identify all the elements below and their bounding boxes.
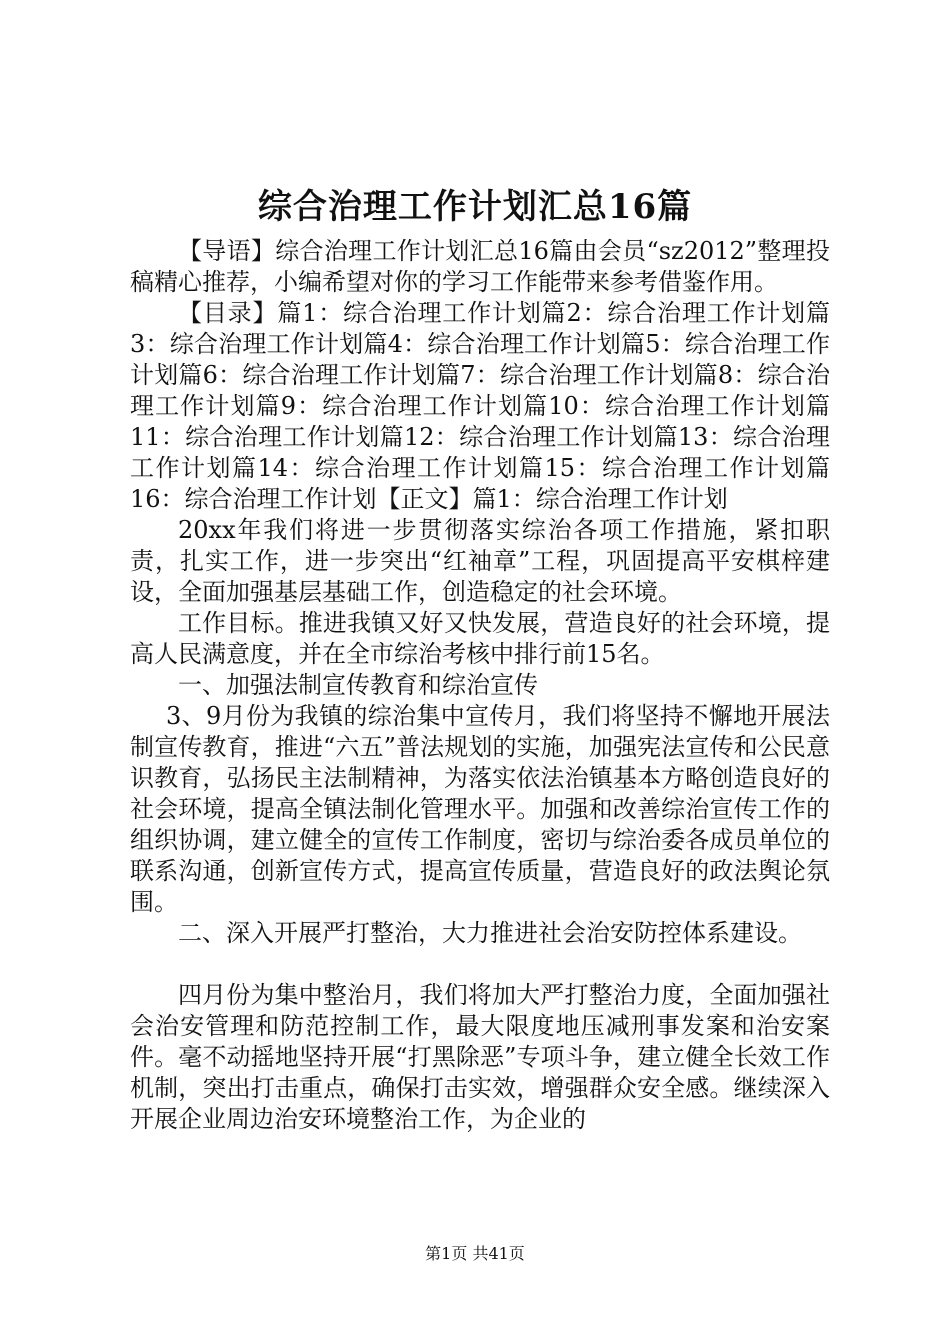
toc-paragraph: 【目录】篇1：综合治理工作计划篇2：综合治理工作计划篇3：综合治理工作计划篇4：综合治理工作计划篇5：综合治理工作计划篇6：综合治理工作计划篇7：综合治理工作计划篇8：综合治理工作计划篇9：综合治理工作计划篇10：综合治理工作计划篇11：综合治理工作计划篇12：综合治理工作计划篇13：综合治理工作计划篇14：综合治理工作计划篇15：综合治理工作计划篇16：综合治理工作计划【正文】篇1：综合治理工作计划 bbox=[130, 299, 830, 513]
document-body bbox=[130, 236, 830, 1135]
intro-paragraph: 【导语】综合治理工作计划汇总16篇由会员“sz2012”整理投稿精心推荐，小编希望对你的学习工作能带来参考借鉴作用。 bbox=[130, 237, 830, 296]
section-heading: 二、深入开展严打整治，大力推进社会治安防控体系建设。 bbox=[178, 919, 802, 947]
body-paragraph: 四月份为集中整治月，我们将加大严打整治力度，全面加强社会治安管理和防范控制工作，最大限度地压减刑事发案和治安案件。毫不动摇地坚持开展“打黑除恶”专项斗争，建立健全长效工作机制，突出打击重点，确保打击实效，增强群众安全感。继续深入开展企业周边治安环境整治工作，为企业的 bbox=[130, 981, 830, 1133]
body-paragraph: 3、9月份为我镇的综治集中宣传月，我们将坚持不懈地开展法制宣传教育，推进“六五”普法规划的实施，加强宪法宣传和公民意识教育，弘扬民主法制精神，为落实依法治镇基本方略创造良好的社会环境，提高全镇法制化管理水平。加强和改善综治宣传工作的组织协调，建立健全的宣传工作制度，密切与综治委各成员单位的联系沟通，创新宣传方式，提高宣传质量，营造良好的政法舆论氛围。 bbox=[130, 702, 830, 916]
document-title: 综合治理工作计划汇总16篇 bbox=[257, 187, 693, 227]
section-heading: 一、加强法制宣传教育和综治宣传 bbox=[178, 671, 538, 699]
body-paragraph: 工作目标。推进我镇又好又快发展，营造良好的社会环境，提高人民满意度，并在全市综治考核中排行前15名。 bbox=[130, 609, 830, 668]
page-number: 第1页 共41页 bbox=[425, 1244, 525, 1263]
body-paragraph: 20xx年我们将进一步贯彻落实综治各项工作措施，紧扣职责，扎实工作，进一步突出“红袖章”工程，巩固提高平安棋梓建设，全面加强基层基础工作，创造稳定的社会环境。 bbox=[130, 516, 830, 606]
